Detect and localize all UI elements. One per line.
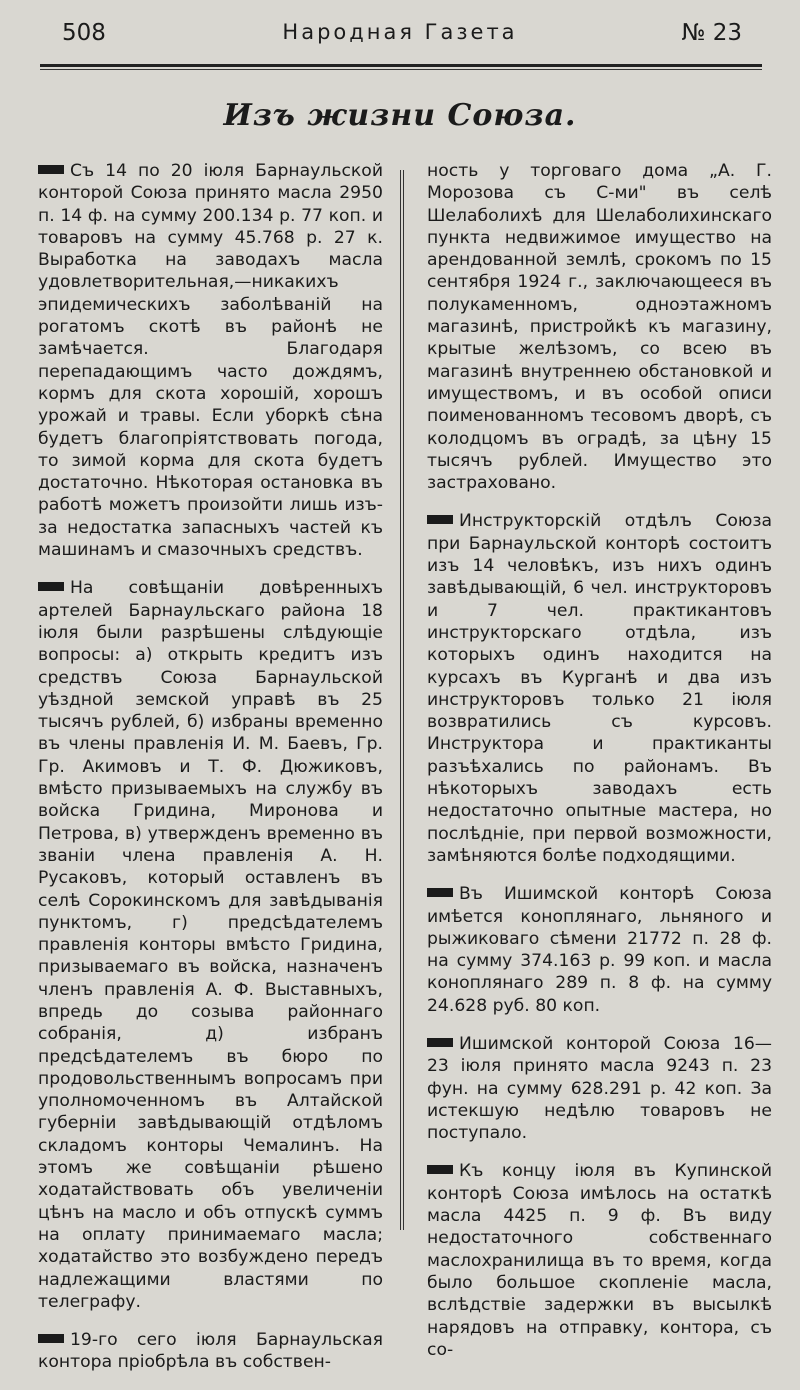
paragraph-text: На совѣщаніи довѣренныхъ артелей Барнаульскаго района 18 іюля были разрѣшены слѣдующіе вопросы: а) открыть кредитъ изъ средствъ Союза Барнаульской уѣздной земской управѣ въ 25 тысячъ рублей, б) избраны временно въ члены правленія И. М. Баевъ, Гр. Гр. Акимовъ и Т. Ф. Дюжиковъ, вмѣсто призываемыхъ на службу въ войска Гридина, Миронова и Петрова, в) утвержденъ временно въ званіи члена правленія А. Н. Русаковъ, который оставленъ въ селѣ Сорокинскомъ для завѣдыванія пунктомъ, г) предсѣдателемъ правленія конторы вмѣсто Гридина, призываемаго въ войска, назначенъ членъ правленія А. Ф. Выставныхъ, впредь до созыва районнаго собранія, д) избранъ предсѣдателемъ въ бюро по продовольственнымъ вопросамъ при уполномоченномъ въ Алтайской губерніи завѣдывающій отдѣломъ складомъ конторы Чемалинъ. На этомъ же совѣщаніи рѣшено ходатайствовать объ увеличеніи цѣнъ на масло и объ отпускѣ суммъ на оплату принимаемаго масла; ходатайство это возбуждено передъ надлежащими властями по телеграфу. bbox=[38, 578, 383, 1312]
header-rule-thick bbox=[40, 64, 762, 67]
right-column bbox=[427, 160, 772, 1377]
page-number: 508 bbox=[62, 20, 106, 46]
paragraph-bullet-icon bbox=[427, 888, 453, 897]
paragraph-bullet-icon bbox=[38, 165, 64, 174]
paragraph-text: Инструкторскій отдѣлъ Союза при Барнаульской конторѣ состоитъ изъ 14 человѣкъ, изъ нихъ одинъ завѣдывающій, 6 чел. инструкторовъ и 7 чел. практикантовъ инструкторскаго отдѣла, изъ которыхъ одинъ находится на курсахъ въ Курганѣ и два изъ инструкторовъ только 21 іюля возвратились съ курсовъ. Инструктора и практиканты разъѣхались по районамъ. Въ нѣкоторыхъ заводахъ есть недостаточно опытные мастера, но послѣдніе, при первой возможности, замѣняются болѣе подходящими. bbox=[427, 511, 772, 866]
article-paragraph bbox=[38, 577, 383, 1313]
issue-number: № 23 bbox=[681, 20, 742, 46]
article-paragraph bbox=[427, 1160, 772, 1361]
paragraph-bullet-icon bbox=[427, 1165, 453, 1174]
article-paragraph bbox=[38, 1329, 383, 1374]
paragraph-text: ность у торговаго дома „А. Г. Морозова съ С-ми" въ селѣ Шелаболихѣ для Шелаболихинскаго пункта недвижимое имущество на арендованной землѣ, срокомъ по 15 сентября 1924 г., заключающееся въ полукаменномъ, одноэтажномъ магазинѣ, пристройкѣ къ магазину, крытые желѣзомъ, со всею въ магазинѣ внутреннею обстановкой и имуществомъ, и въ особой описи поименованномъ тесовомъ дворѣ, съ колодцомъ въ оградѣ, за цѣну 15 тысячъ рублей. Имущество это застраховано. bbox=[427, 161, 772, 494]
paragraph-text: 19-го сего іюля Барнаульская контора пріобрѣла въ собствен- bbox=[38, 1330, 383, 1373]
article-paragraph bbox=[38, 160, 383, 561]
article-paragraph bbox=[427, 510, 772, 867]
header-rule-thin bbox=[40, 69, 762, 70]
article-paragraph bbox=[427, 160, 772, 494]
column-divider bbox=[400, 170, 404, 1230]
article-title: Изъ жизни Союза. bbox=[223, 98, 577, 133]
article-paragraph bbox=[427, 1033, 772, 1144]
page-header bbox=[40, 14, 760, 54]
paragraph-bullet-icon bbox=[427, 515, 453, 524]
paragraph-text: Ишимской конторой Союза 16—23 іюля принято масла 9243 п. 23 фун. на сумму 628.291 р. 42 коп. За истекшую недѣлю товаровъ не поступало. bbox=[427, 1033, 772, 1144]
article-paragraph bbox=[427, 883, 772, 1017]
paragraph-bullet-icon bbox=[38, 1334, 64, 1343]
paragraph-text: Въ Ишимской конторѣ Союза имѣется коноплянаго, льняного и рыжиковаго сѣмени 21772 п. 28 ф. на сумму 374.163 р. 99 коп. и масла коноплянаго 289 п. 8 ф. на сумму 24.628 руб. 80 коп. bbox=[427, 884, 772, 1016]
paragraph-text: Съ 14 по 20 іюля Барнаульской конторой Союза принято масла 2950 п. 14 ф. на сумму 200.134 р. 77 коп. и товаровъ на сумму 45.768 р. 27 к. Выработка на заводахъ масла удовлетворительная,—никакихъ эпидемическихъ заболѣваній на рогатомъ скотѣ въ районѣ не замѣчается. Благодаря перепадающимъ часто дождямъ, кормъ для скота хорошій, хорошъ урожай и травы. Если уборкѣ сѣна будетъ благопріятствовать погода, то зимой корма для скота будетъ достаточно. Нѣкоторая остановка въ работѣ можетъ произойти лишь изъ-за недостатка запасныхъ частей къ машинамъ и смазочныхъ средствъ. bbox=[38, 161, 383, 561]
paragraph-text: Къ концу іюля въ Купинской конторѣ Союза имѣлось на остаткѣ масла 4425 п. 9 ф. Въ виду недостаточного собственнаго маслохранилища въ то время, когда было большое скопленіе масла, вслѣдствіе задержки въ высылкѣ нарядовъ на отправку, контора, съ со- bbox=[427, 1161, 772, 1360]
left-column bbox=[38, 160, 383, 1390]
paragraph-bullet-icon bbox=[427, 1038, 453, 1047]
paragraph-bullet-icon bbox=[38, 582, 64, 591]
publication-title: Народная Газета bbox=[282, 20, 518, 44]
